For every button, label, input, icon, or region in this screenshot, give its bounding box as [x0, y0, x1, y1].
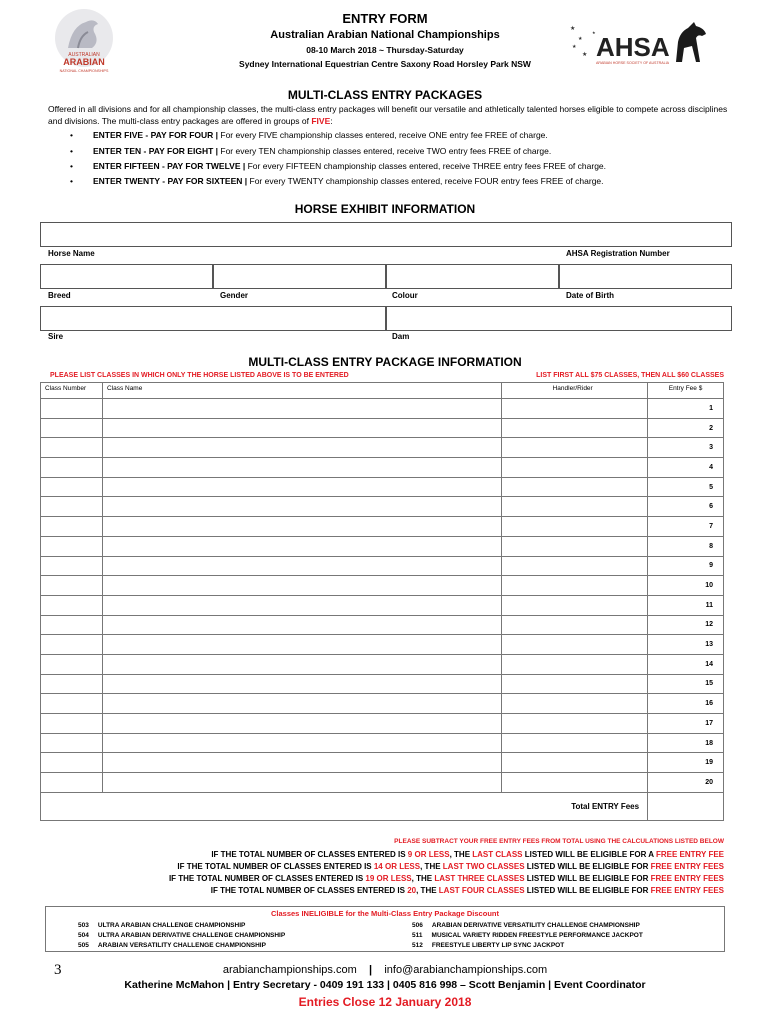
calc-classes: LAST FOUR CLASSES — [438, 886, 525, 895]
svg-text:NATIONAL CHAMPIONSHIPS: NATIONAL CHAMPIONSHIPS — [59, 69, 109, 73]
horse-name-label: Horse Name — [48, 249, 95, 258]
class-number-cell[interactable] — [41, 497, 103, 517]
sire-label: Sire — [48, 332, 64, 341]
package-name: ENTER FIVE - PAY FOR FOUR | — [93, 130, 219, 140]
class-number: 511 — [412, 932, 423, 939]
total-fee-cell[interactable] — [648, 792, 724, 820]
class-name-cell[interactable] — [102, 497, 501, 517]
class-number-cell[interactable] — [41, 753, 103, 773]
horse-name-field[interactable] — [40, 222, 732, 247]
dam-label: Dam — [392, 332, 410, 341]
table-row — [41, 438, 724, 458]
class-name-cell[interactable] — [102, 635, 501, 655]
calc-text: IF THE TOTAL NUMBER OF CLASSES ENTERED IS — [177, 862, 374, 871]
handler-cell[interactable] — [502, 674, 648, 694]
class-name-cell[interactable] — [102, 399, 501, 419]
fee-cell[interactable]: 13 — [648, 635, 724, 655]
calc-free: FREE ENTRY FEES — [650, 886, 724, 895]
class-number-cell[interactable] — [41, 399, 103, 419]
handler-cell[interactable] — [502, 418, 648, 438]
class-number-cell[interactable] — [41, 773, 103, 793]
bullet-icon: • — [70, 161, 73, 171]
table-row — [41, 477, 724, 497]
calc-classes: LAST TWO CLASSES — [442, 862, 525, 871]
calc-text: IF THE TOTAL NUMBER OF CLASSES ENTERED IS — [211, 850, 408, 859]
table-row — [41, 399, 724, 419]
calc-text: IF THE TOTAL NUMBER OF CLASSES ENTERED IS — [210, 886, 408, 895]
class-number-cell[interactable] — [41, 733, 103, 753]
handler-cell[interactable] — [502, 654, 648, 674]
calc-classes: LAST THREE CLASSES — [434, 874, 525, 883]
ineligible-title: Classes INELIGIBLE for the Multi-Class Entry Package Discount — [271, 909, 499, 918]
footer-contacts — [0, 964, 770, 976]
calc-line — [40, 862, 724, 871]
packages-intro — [48, 103, 728, 127]
calc-text: , THE — [416, 886, 439, 895]
table-row — [41, 497, 724, 517]
table-row — [41, 556, 724, 576]
class-number-cell[interactable] — [41, 517, 103, 537]
handler-cell[interactable] — [502, 497, 648, 517]
package-desc: For every FIFTEEN championship classes entered, receive THREE entry fees FREE of charge. — [245, 161, 607, 171]
class-number-cell[interactable] — [41, 714, 103, 734]
table-row — [41, 595, 724, 615]
table-row — [41, 536, 724, 556]
class-name-cell[interactable] — [102, 477, 501, 497]
fee-cell[interactable]: 19 — [648, 753, 724, 773]
fee-cell[interactable]: 11 — [648, 595, 724, 615]
class-name-cell[interactable] — [102, 536, 501, 556]
fee-cell[interactable]: 12 — [648, 615, 724, 635]
class-number: 505 — [78, 942, 89, 949]
table-row — [41, 773, 724, 793]
table-row — [41, 694, 724, 714]
fee-cell[interactable]: 18 — [648, 733, 724, 753]
handler-cell[interactable] — [502, 694, 648, 714]
class-name-cell[interactable] — [102, 556, 501, 576]
table-row — [41, 576, 724, 596]
calc-text: LISTED WILL BE ELIGIBLE FOR — [524, 862, 651, 871]
package-desc: For every TWENTY championship classes entered, receive FOUR entry fees FREE of charge. — [247, 176, 604, 186]
svg-text:★: ★ — [570, 26, 576, 32]
event-name: Australian Arabian National Championships — [270, 29, 500, 41]
class-number-cell[interactable] — [41, 556, 103, 576]
calc-classes: LAST CLASS — [472, 850, 523, 859]
col-fee: Entry Fee $ — [648, 383, 724, 399]
total-row — [41, 792, 724, 820]
class-number-cell[interactable] — [41, 635, 103, 655]
handler-cell[interactable] — [502, 773, 648, 793]
class-number-cell[interactable] — [41, 458, 103, 478]
fee-cell[interactable]: 7 — [648, 517, 724, 537]
class-number: 506 — [412, 922, 423, 929]
table-row — [41, 654, 724, 674]
col-handler: Handler/Rider — [502, 383, 648, 399]
class-name-cell[interactable] — [102, 615, 501, 635]
package-desc: For every TEN championship classes entered, receive TWO entry fees FREE of charge. — [218, 146, 552, 156]
table-row — [41, 674, 724, 694]
handler-cell[interactable] — [502, 753, 648, 773]
bullet-icon: • — [70, 176, 73, 186]
handler-cell[interactable] — [502, 615, 648, 635]
fee-cell[interactable]: 14 — [648, 654, 724, 674]
ineligible-box — [45, 906, 725, 952]
ineligible-item — [78, 922, 245, 929]
calc-text: , THE — [449, 850, 473, 859]
email-link[interactable]: info@arabianchampionships.com — [384, 964, 548, 976]
class-name: MUSICAL VARIETY RIDDEN FREESTYLE PERFORMANCE JACKPOT — [431, 932, 643, 939]
svg-text:★: ★ — [592, 30, 596, 35]
footer-separator: | — [369, 964, 373, 976]
entries-close: Entries Close 12 January 2018 — [298, 995, 472, 1009]
intro-emphasis: FIVE — [311, 116, 331, 126]
ineligible-item — [412, 932, 643, 939]
calc-free: FREE ENTRY FEES — [650, 862, 724, 871]
col-class-name: Class Name — [102, 383, 501, 399]
calc-line — [40, 850, 724, 859]
table-header-row — [41, 383, 724, 399]
table-row — [41, 517, 724, 537]
class-number: 512 — [412, 942, 423, 949]
intro-text: Offered in all divisions and for all championship classes, the multi-class entry packages will benefit our versatile and athletically talented horses eligible to compete across disciplines and divisions. The multi-class entry packages are offered in groups of — [48, 104, 728, 126]
reg-number-label: AHSA Registration Number — [566, 249, 670, 258]
dob-label: Date of Birth — [566, 291, 614, 300]
calc-line — [40, 874, 724, 883]
class-number-cell[interactable] — [41, 477, 103, 497]
calc-count: 14 OR LESS — [373, 862, 421, 871]
handler-cell[interactable] — [502, 635, 648, 655]
ineligible-item — [412, 942, 564, 949]
fee-cell[interactable]: 4 — [648, 458, 724, 478]
fee-cell[interactable]: 8 — [648, 536, 724, 556]
fee-cell[interactable]: 17 — [648, 714, 724, 734]
class-number-cell[interactable] — [41, 576, 103, 596]
class-number-cell[interactable] — [41, 694, 103, 714]
class-name: ARABIAN VERSATILITY CHALLENGE CHAMPIONSHIP — [97, 942, 266, 949]
class-number-cell[interactable] — [41, 418, 103, 438]
fee-cell[interactable]: 15 — [648, 674, 724, 694]
svg-text:AHSA: AHSA — [596, 32, 670, 62]
calc-free: FREE ENTRY FEE — [655, 850, 724, 859]
fee-cell[interactable]: 6 — [648, 497, 724, 517]
fee-cell[interactable]: 3 — [648, 438, 724, 458]
svg-text:★: ★ — [572, 44, 577, 50]
event-dates: 08-10 March 2018 ~ Thursday-Saturday — [306, 45, 464, 55]
calc-text: LISTED WILL BE ELIGIBLE FOR A — [522, 850, 656, 859]
class-number: 503 — [78, 922, 89, 929]
class-number-cell[interactable] — [41, 438, 103, 458]
packages-title: MULTI-CLASS ENTRY PACKAGES — [287, 88, 483, 102]
class-number-cell[interactable] — [41, 536, 103, 556]
table-row — [41, 753, 724, 773]
class-name-cell[interactable] — [102, 733, 501, 753]
handler-cell[interactable] — [502, 576, 648, 596]
class-number: 504 — [78, 932, 89, 939]
package-desc: For every FIVE championship classes entered, receive ONE entry fee FREE of charge. — [218, 130, 548, 140]
dob-field[interactable] — [559, 264, 732, 289]
class-name-cell[interactable] — [102, 517, 501, 537]
calc-line — [40, 886, 724, 895]
svg-text:★: ★ — [582, 52, 588, 58]
handler-cell[interactable] — [502, 595, 648, 615]
form-title: ENTRY FORM — [342, 11, 428, 26]
fee-cell[interactable]: 20 — [648, 773, 724, 793]
class-name-cell[interactable] — [102, 714, 501, 734]
bullet-icon: • — [70, 146, 73, 156]
calc-text: IF THE TOTAL NUMBER OF CLASSES ENTERED IS — [168, 874, 366, 883]
handler-cell[interactable] — [502, 399, 648, 419]
handler-cell[interactable] — [502, 477, 648, 497]
colour-label: Colour — [392, 291, 418, 300]
entries-table — [40, 382, 724, 821]
handler-cell[interactable] — [502, 556, 648, 576]
calc-text: , THE — [411, 874, 435, 883]
fee-cell[interactable]: 1 — [648, 399, 724, 419]
handler-cell[interactable] — [502, 714, 648, 734]
class-name-cell[interactable] — [102, 773, 501, 793]
website-link[interactable]: arabianchampionships.com — [222, 964, 357, 976]
page-number: 3 — [54, 962, 62, 978]
svg-text:ARABIAN HORSE SOCIETY OF AUSTR: ARABIAN HORSE SOCIETY OF AUSTRALIA — [596, 61, 670, 65]
calc-text: LISTED WILL BE ELIGIBLE FOR — [524, 874, 651, 883]
fee-cell[interactable]: 10 — [648, 576, 724, 596]
class-name-cell[interactable] — [102, 753, 501, 773]
ineligible-item — [78, 932, 285, 939]
event-venue: Sydney International Equestrian Centre Saxony Road Horsley Park NSW — [239, 59, 531, 69]
bullet-icon: • — [70, 130, 73, 140]
calc-instruction: PLEASE SUBTRACT YOUR FREE ENTRY FEES FROM TOTAL USING THE CALCULATIONS LISTED BELOW — [394, 838, 724, 845]
calc-free: FREE ENTRY FEES — [650, 874, 724, 883]
dam-field[interactable] — [386, 306, 732, 331]
note-right: LIST FIRST ALL $75 CLASSES, THEN ALL $60 CLASSES — [536, 372, 724, 379]
class-name: ULTRA ARABIAN CHALLENGE CHAMPIONSHIP — [97, 922, 246, 929]
class-name-cell[interactable] — [102, 654, 501, 674]
exhibit-title: HORSE EXHIBIT INFORMATION — [294, 202, 476, 216]
intro-end: : — [330, 116, 333, 126]
ineligible-item — [412, 922, 640, 929]
class-number-cell[interactable] — [41, 595, 103, 615]
breed-field[interactable] — [40, 264, 213, 289]
gender-label: Gender — [220, 291, 249, 300]
fee-cell[interactable]: 9 — [648, 556, 724, 576]
class-name: ULTRA ARABIAN DERIVATIVE CHALLENGE CHAMPIONSHIP — [97, 932, 286, 939]
calc-text: LISTED WILL BE ELIGIBLE FOR — [524, 886, 651, 895]
class-name-cell[interactable] — [102, 694, 501, 714]
colour-field[interactable] — [386, 264, 559, 289]
class-number-cell[interactable] — [41, 654, 103, 674]
table-row — [41, 458, 724, 478]
table-row — [41, 418, 724, 438]
calc-count: 9 OR LESS — [407, 850, 450, 859]
total-label: Total ENTRY Fees — [41, 792, 648, 820]
handler-cell[interactable] — [502, 458, 648, 478]
class-name-cell[interactable] — [102, 458, 501, 478]
footer-contact-line: Katherine McMahon | Entry Secretary - 0409 191 133 | 0405 816 998 – Scott Benjamin | Event Coordinator — [124, 979, 646, 991]
class-name: FREESTYLE LIBERTY LIP SYNC JACKPOT — [431, 942, 565, 949]
entry-info-title: MULTI-CLASS ENTRY PACKAGE INFORMATION — [248, 355, 522, 369]
package-name: ENTER FIFTEEN - PAY FOR TWELVE | — [93, 161, 246, 171]
class-name-cell[interactable] — [102, 576, 501, 596]
class-number-cell[interactable] — [41, 674, 103, 694]
ineligible-item — [78, 942, 266, 949]
table-row — [41, 615, 724, 635]
calc-count: 19 OR LESS — [365, 874, 412, 883]
class-name-cell[interactable] — [102, 595, 501, 615]
class-number-cell[interactable] — [41, 615, 103, 635]
gender-field[interactable] — [213, 264, 386, 289]
calc-text: , THE — [420, 862, 443, 871]
class-name-cell[interactable] — [102, 418, 501, 438]
table-row — [41, 733, 724, 753]
col-class-number: Class Number — [41, 383, 103, 399]
table-row — [41, 635, 724, 655]
handler-cell[interactable] — [502, 517, 648, 537]
fee-cell[interactable]: 16 — [648, 694, 724, 714]
package-name: ENTER TWENTY - PAY FOR SIXTEEN | — [93, 176, 248, 186]
sire-field[interactable] — [40, 306, 386, 331]
svg-text:ARABIAN: ARABIAN — [63, 57, 105, 67]
svg-text:★: ★ — [578, 36, 583, 42]
class-name: ARABIAN DERIVATIVE VERSATILITY CHALLENGE CHAMPIONSHIP — [431, 922, 640, 929]
breed-label: Breed — [48, 291, 71, 300]
calc-count: 20 — [407, 886, 417, 895]
table-row — [41, 714, 724, 734]
note-left: PLEASE LIST CLASSES IN WHICH ONLY THE HORSE LISTED ABOVE IS TO BE ENTERED — [50, 372, 349, 379]
class-name-cell[interactable] — [102, 438, 501, 458]
fee-cell[interactable]: 5 — [648, 477, 724, 497]
handler-cell[interactable] — [502, 438, 648, 458]
fee-cell[interactable]: 2 — [648, 418, 724, 438]
class-name-cell[interactable] — [102, 674, 501, 694]
svg-text:AUSTRALIAN: AUSTRALIAN — [68, 52, 100, 58]
handler-cell[interactable] — [502, 733, 648, 753]
handler-cell[interactable] — [502, 536, 648, 556]
package-name: ENTER TEN - PAY FOR EIGHT | — [93, 146, 219, 156]
